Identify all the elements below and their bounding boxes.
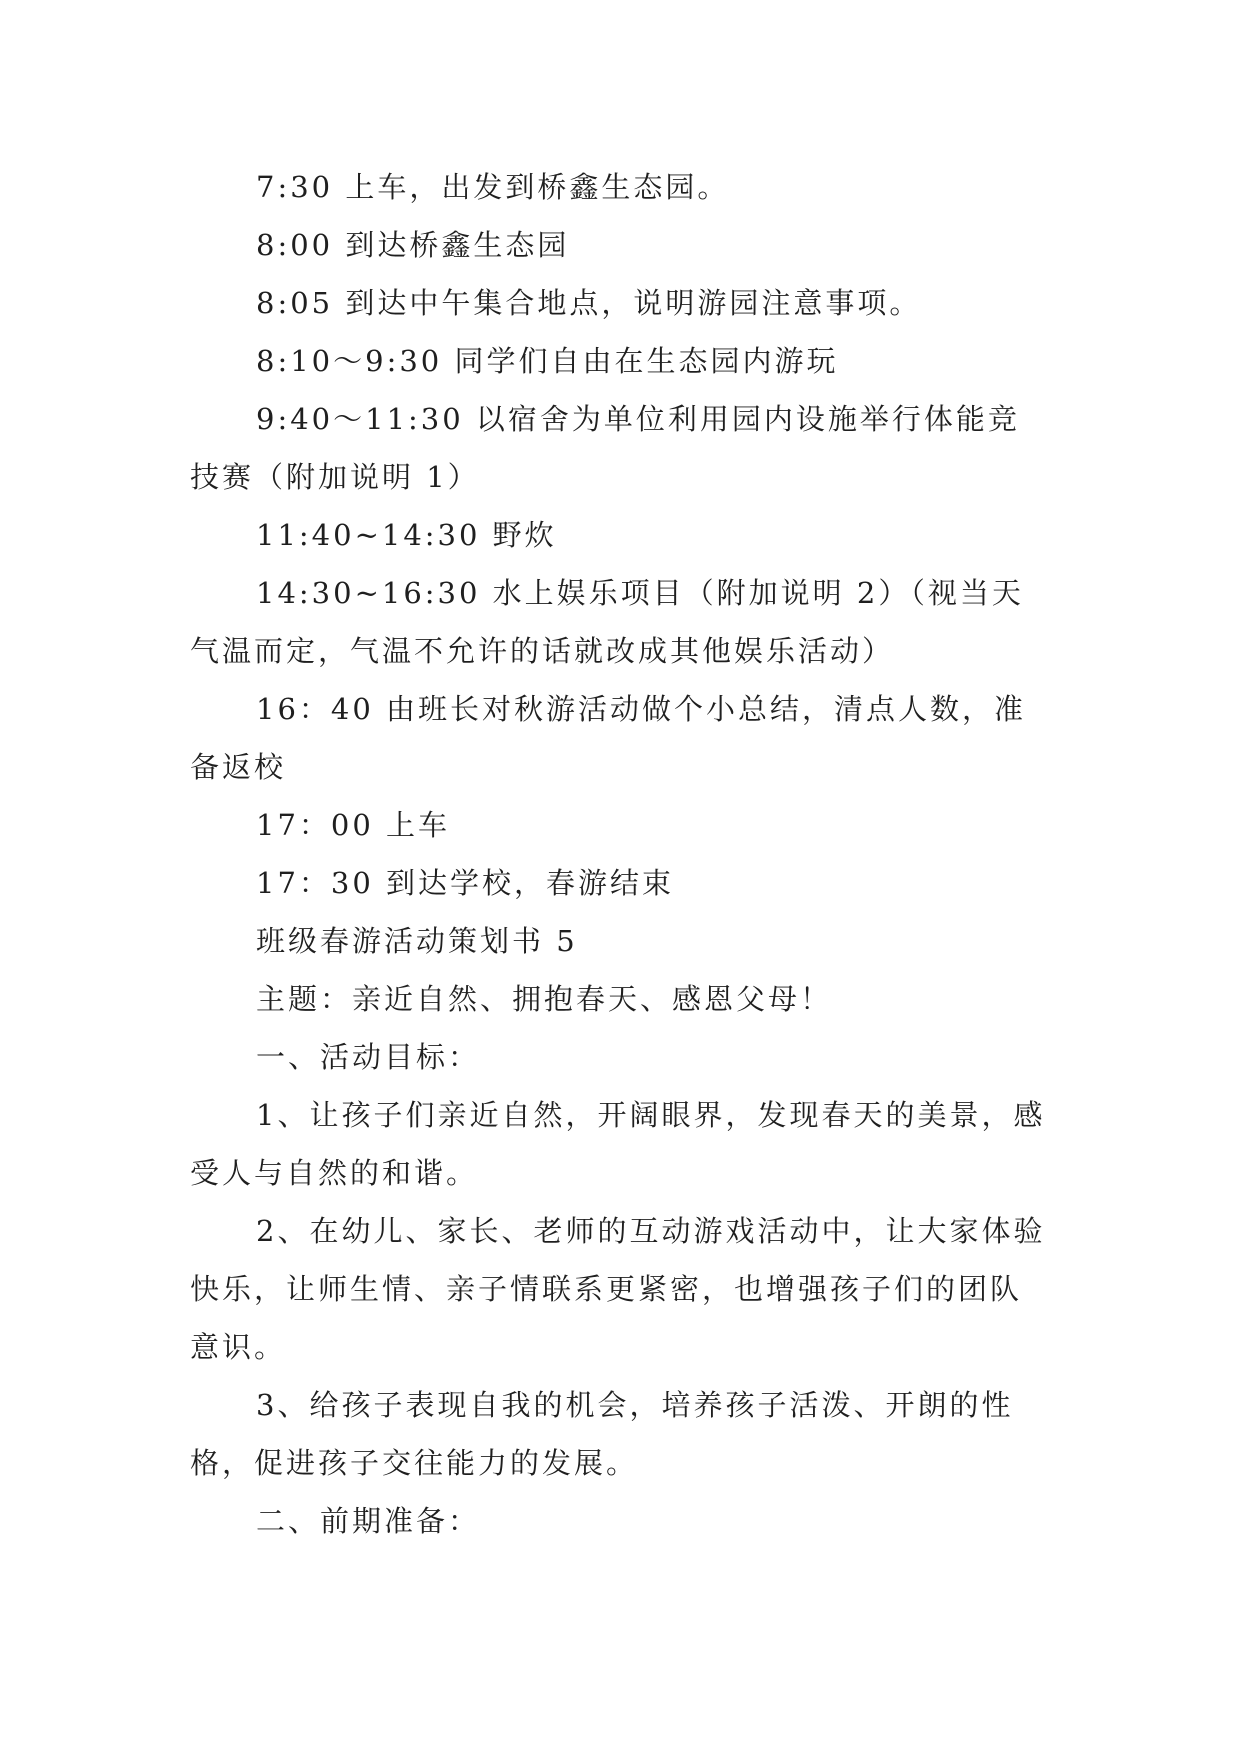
heading-goals: 一、活动目标：: [256, 1040, 481, 1074]
schedule-line-1430: 14:30~16:30 水上娱乐项目（附加说明 2）（视当天气温而定，气温不允许的话就改成其他娱乐活动）: [190, 576, 1024, 668]
document-body: [190, 158, 1050, 1550]
schedule-line-1140: 11:40~14:30 野炊: [256, 518, 557, 552]
schedule-line-0805: 8:05 到达中午集合地点，说明游园注意事项。: [256, 286, 922, 320]
section-title: 班级春游活动策划书 5: [256, 924, 578, 958]
schedule-line-0810: 8:10～9:30 同学们自由在生态园内游玩: [256, 344, 839, 378]
schedule-line-1640: 16：40 由班长对秋游活动做个小总结，清点人数，准备返校: [190, 692, 1027, 784]
schedule-line-0940: 9:40～11:30 以宿舍为单位利用园内设施举行体能竞技赛（附加说明 1）: [190, 402, 1020, 494]
theme-line: 主题：亲近自然、拥抱春天、感恩父母！: [256, 982, 833, 1016]
schedule-line-1700: 17：00 上车: [256, 808, 451, 842]
schedule-line-1730: 17：30 到达学校，春游结束: [256, 866, 675, 900]
goal-item-2: 2、在幼儿、家长、老师的互动游戏活动中，让大家体验快乐，让师生情、亲子情联系更紧密，也增强孩子们的团队意识。: [190, 1214, 1046, 1364]
schedule-line-0800: 8:00 到达桥鑫生态园: [256, 228, 570, 262]
goal-item-1: 1、让孩子们亲近自然，开阔眼界，发现春天的美景，感受人与自然的和谐。: [190, 1098, 1046, 1190]
schedule-line-0730: 7:30 上车，出发到桥鑫生态园。: [256, 170, 730, 204]
goal-item-3: 3、给孩子表现自我的机会，培养孩子活泼、开朗的性格，促进孩子交往能力的发展。: [190, 1388, 1014, 1480]
heading-preparation: 二、前期准备：: [256, 1504, 481, 1538]
